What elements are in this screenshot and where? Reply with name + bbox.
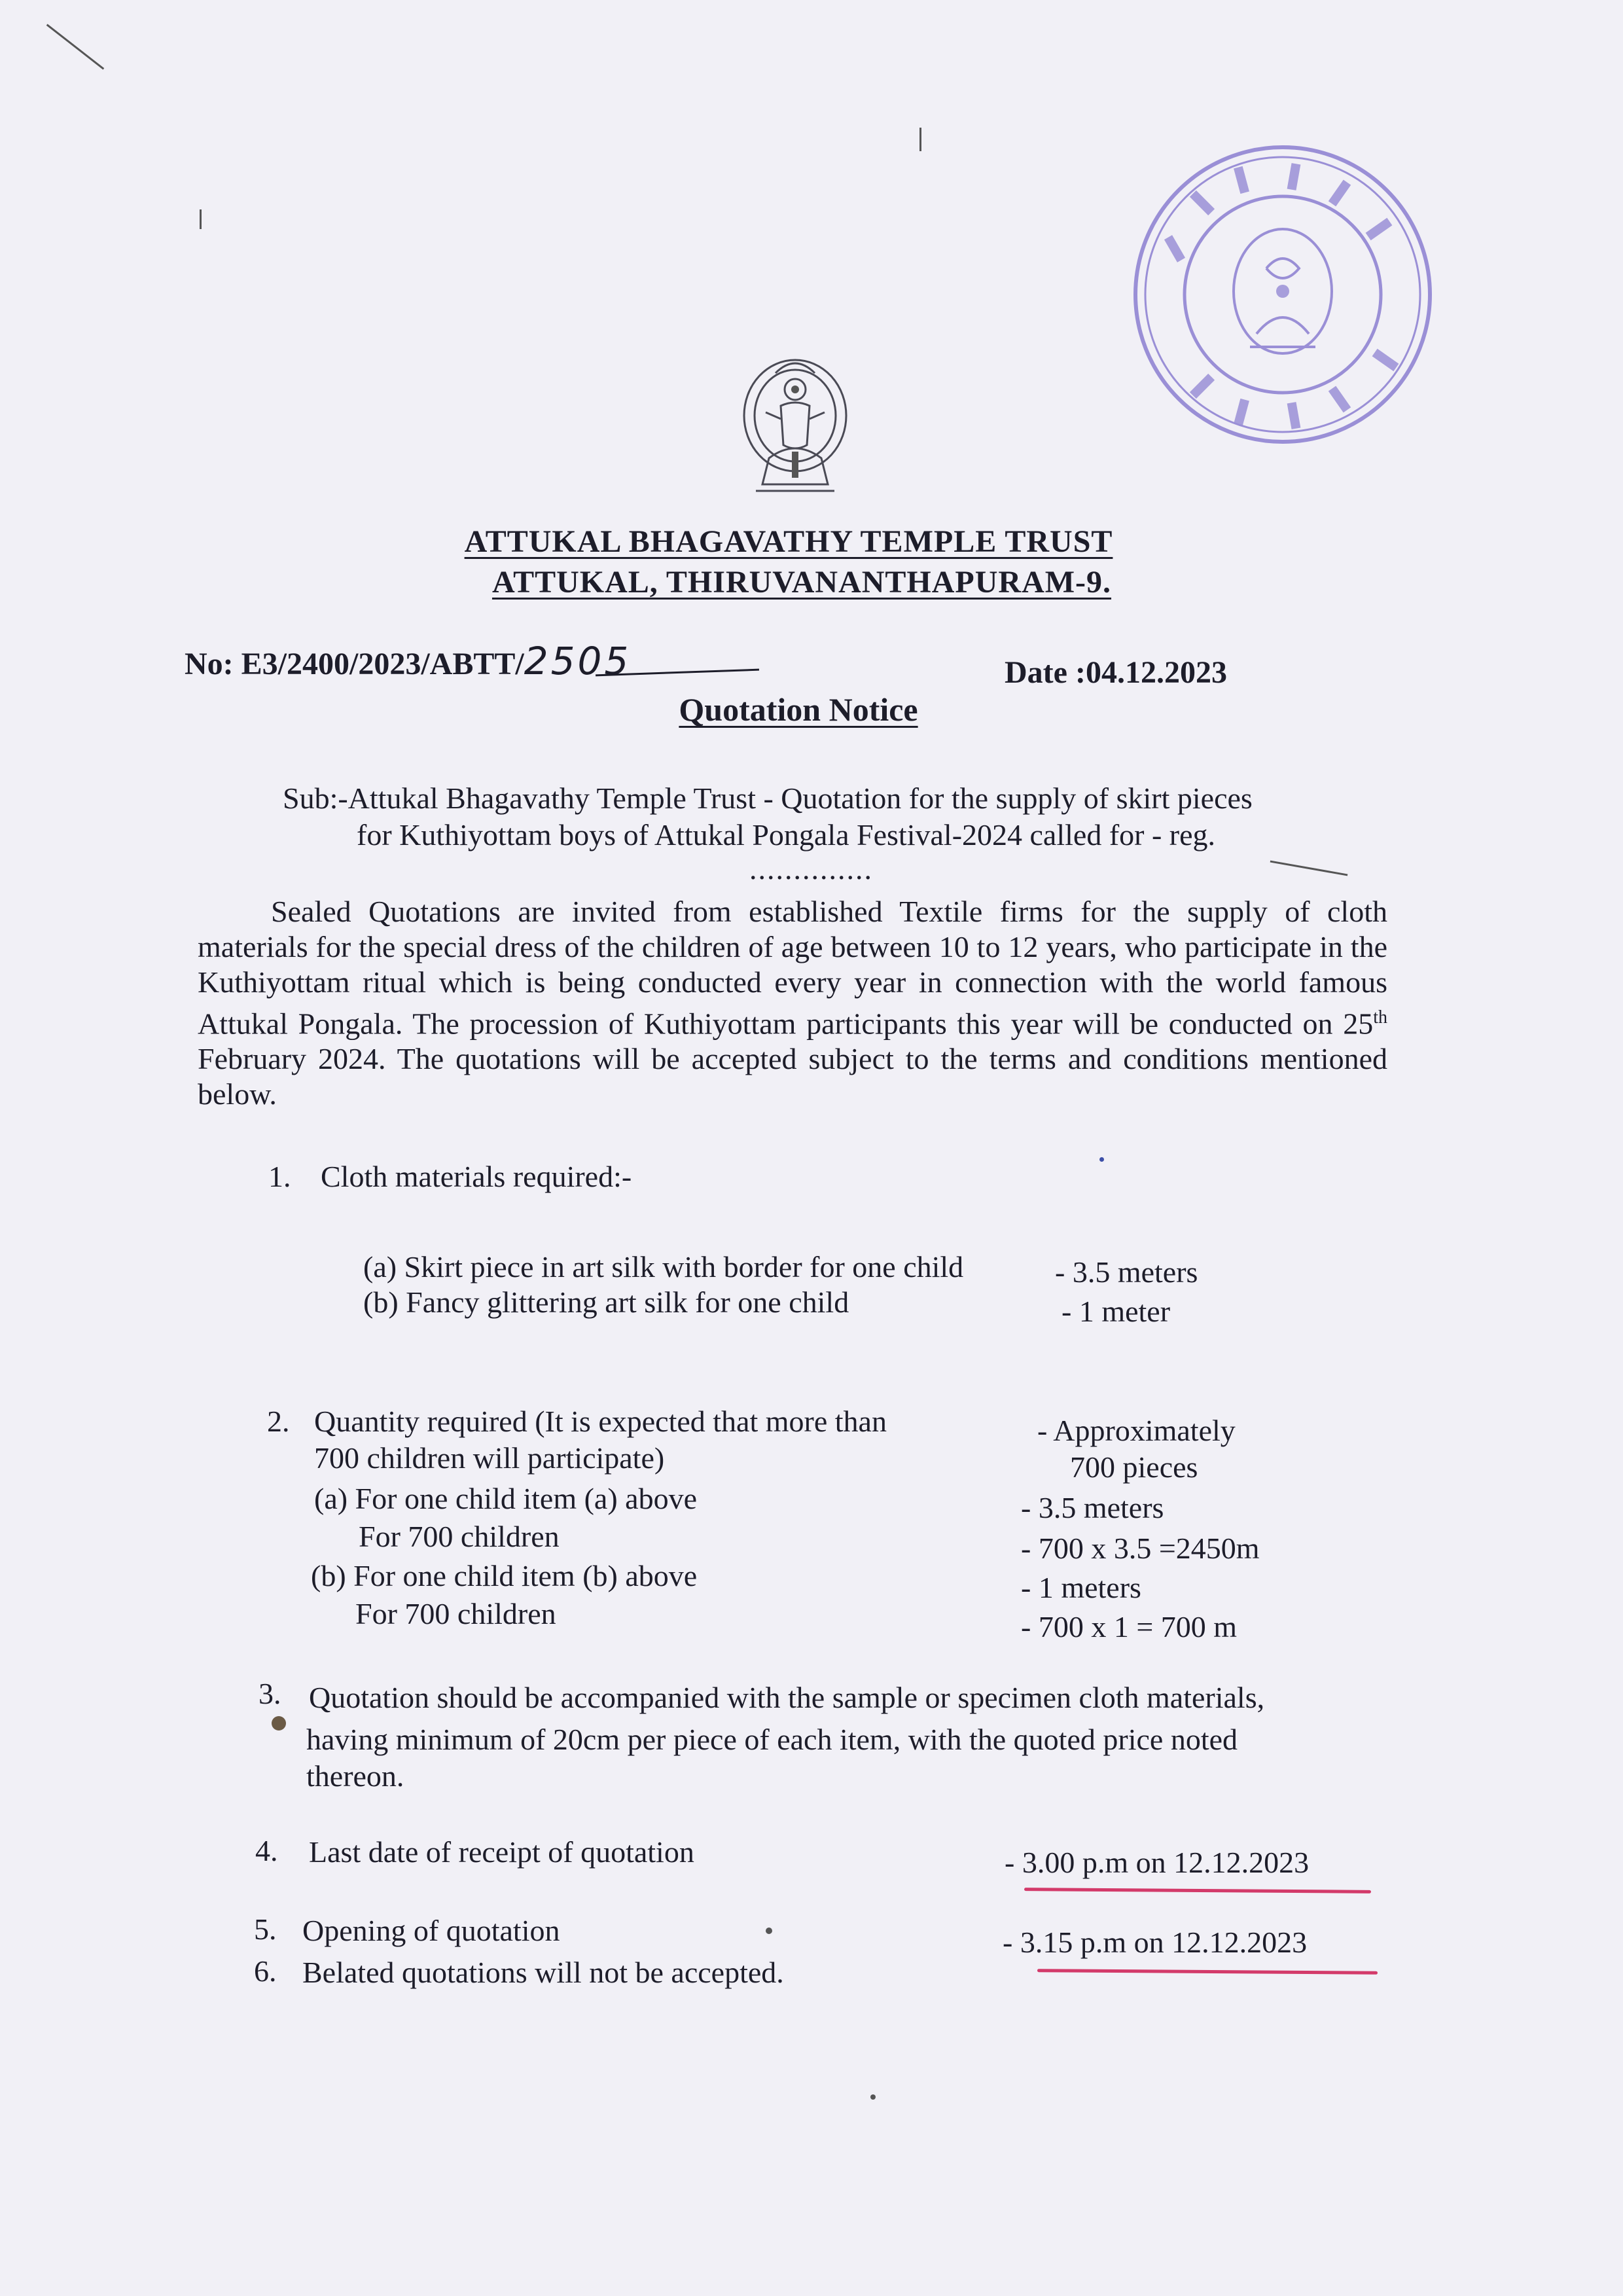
handwritten-reference-number: 2505 — [524, 639, 632, 683]
red-underline-opening-date — [1037, 1969, 1378, 1975]
cloth-b-label: (b) Fancy glittering art silk for one child — [363, 1285, 849, 1319]
item-4-number: 4. — [255, 1834, 278, 1867]
ink-blot — [272, 1716, 286, 1731]
subject-line-1: Sub:-Attukal Bhagavathy Temple Trust - Quotation for the supply of skirt pieces — [283, 781, 1253, 815]
quantity-row-b-children: For 700 children — [355, 1597, 556, 1630]
quantity-row-a-value: - 3.5 meters — [1021, 1491, 1164, 1524]
red-underline-last-date — [1024, 1888, 1371, 1893]
item-2-number: 2. — [267, 1405, 290, 1438]
document-date: Date :04.12.2023 — [1005, 655, 1227, 690]
item-5-number: 5. — [254, 1912, 277, 1946]
org-name-heading: ATTUKAL BHAGAVATHY TEMPLE TRUST — [464, 524, 1113, 559]
quantity-row-a-children: For 700 children — [359, 1520, 560, 1553]
item-3-number: 3. — [259, 1677, 281, 1710]
subject-line-2: for Kuthiyottam boys of Attukal Pongala Festival-2024 called for - reg. — [357, 818, 1216, 852]
item-4-label: Last date of receipt of quotation — [309, 1835, 694, 1869]
item-1-number: 1. — [268, 1160, 291, 1193]
cloth-a-label: (a) Skirt piece in art silk with border for one child — [363, 1250, 964, 1283]
document-title: Quotation Notice — [679, 691, 918, 728]
quantity-row-b-value: - 1 meters — [1021, 1571, 1141, 1604]
quantity-row-b: (b) For one child item (b) above — [311, 1559, 698, 1592]
reference-number-label: No: E3/2400/2023/ABTT/ — [185, 647, 524, 681]
opening-date-value: - 3.15 p.m on 12.12.2023 — [1003, 1926, 1308, 1959]
quantity-main-value: - Approximately — [1037, 1414, 1236, 1447]
temple-seal-stamp — [1126, 137, 1440, 452]
item-3-label-2: having minimum of 20cm per piece of each item, with the quoted price noted — [306, 1723, 1238, 1756]
item-3-label-3: thereon. — [306, 1759, 404, 1793]
scan-speck — [766, 1928, 772, 1934]
quantity-main-value-2: 700 pieces — [1070, 1450, 1198, 1484]
temple-deity-logo — [730, 353, 861, 504]
cloth-a-value: - 3.5 meters — [1055, 1255, 1198, 1289]
last-date-value: - 3.00 p.m on 12.12.2023 — [1005, 1846, 1310, 1879]
quantity-row-a-children-value: - 700 x 3.5 =2450m — [1021, 1532, 1260, 1565]
quantity-row-b-children-value: - 700 x 1 = 700 m — [1021, 1610, 1238, 1643]
reference-number — [185, 639, 632, 683]
separator-dots: .............. — [749, 852, 873, 886]
org-address-heading: ATTUKAL, THIRUVANANTHAPURAM-9. — [491, 565, 1112, 600]
scan-mark — [919, 128, 921, 151]
item-5-label: Opening of quotation — [302, 1914, 560, 1947]
item-1-label: Cloth materials required:- — [321, 1160, 632, 1193]
quantity-row-a: (a) For one child item (a) above — [314, 1482, 697, 1515]
item-2-label-2: 700 children will participate) — [314, 1441, 665, 1475]
scan-mark — [46, 24, 105, 69]
scan-speck — [1099, 1157, 1104, 1162]
scan-speck — [870, 2094, 876, 2100]
item-6-number: 6. — [254, 1954, 277, 1988]
cloth-b-value: - 1 meter — [1061, 1295, 1171, 1328]
item-3-label: Quotation should be accompanied with the sample or specimen cloth materials, — [309, 1681, 1265, 1714]
body-paragraph: Sealed Quotations are invited from established Textile firms for the supply of cloth materials for the special dress of the children of age between 10 to 12 years, who participate in the Kuthiyottam ritual which is being conducted every year in connection with the world famous Attukal Pongala. The procession of Kuthiyottam participants this year will be conducted on 25th February 2024. The quotations will be accepted subject to the terms and conditions mentioned below. — [198, 895, 1387, 1111]
scan-mark — [1270, 861, 1348, 876]
item-2-label: Quantity required (It is expected that more than — [314, 1405, 887, 1438]
scan-mark — [200, 209, 202, 229]
item-6-label: Belated quotations will not be accepted. — [302, 1956, 784, 1989]
